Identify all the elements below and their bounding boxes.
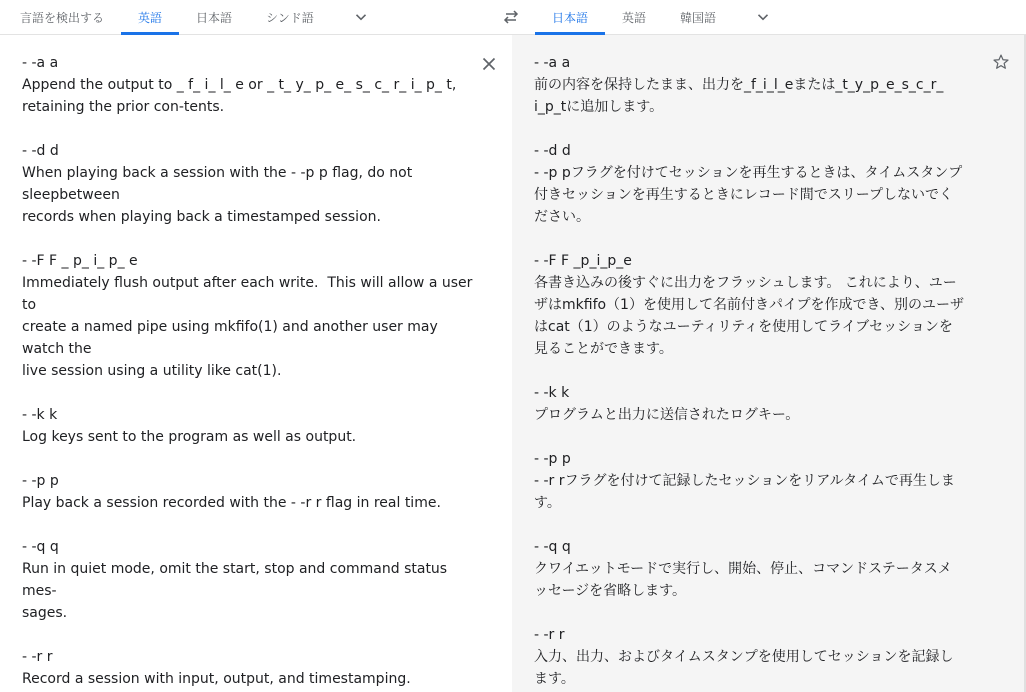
translated-text: - -a a 前の内容を保持したまま、出力を_f_i_l_eまたは_t_y_p_e_s_c_r_ i_p_tに追加します。 - -d d - -p pフラグを付けてセッションを再生するときは、タイムスタンプ 付きセッションを再生するときにレコード間でスリープしないでく ださい。 - -F F _p_i_p_e 各書き込みの後すぐに出力をフラッシュします。 これにより、ユー ザはmkfifo（1）を使用して名前付きパイプを作成でき、別のユーザ はcat（1）のようなユーティリティを使用してライブセッションを 見ることができます。 - -k k プログラムと出力に送信されたログキー。 - -p p - -r rフラグを付けて記録したセッションをリアルタイムで再生しま す。 - -q q クワイエットモードで実行し、開始、停止、コマンドステータスメ ッセージを省略します。 - -r r 入力、出力、およびタイムスタンプを使用してセッションを記録し ます。 bbox=[534, 55, 964, 687]
source-tab-detect[interactable]: 言語を検出する bbox=[20, 10, 105, 25]
swap-languages-button[interactable] bbox=[498, 6, 524, 28]
source-tab-sindhi[interactable]: シンド語 bbox=[266, 10, 314, 25]
language-bar bbox=[0, 0, 1026, 35]
source-tab-english[interactable]: 英語 bbox=[121, 0, 179, 34]
target-language-tabs bbox=[535, 0, 783, 34]
save-translation-button[interactable] bbox=[988, 49, 1014, 75]
target-more-languages-button[interactable] bbox=[743, 0, 783, 34]
source-tab-japanese[interactable]: 日本語 bbox=[196, 10, 233, 25]
translation-pane bbox=[512, 35, 1026, 692]
chevron-down-icon bbox=[354, 10, 368, 24]
star-outline-icon bbox=[992, 53, 1010, 71]
target-tab-korean[interactable]: 韓国語 bbox=[680, 10, 717, 25]
source-text-input[interactable]: - -a a Append the output to _ f_ i_ l_ e or _ t_ y_ p_ e_ s_ c_ r_ i_ p_ t, retaining the prior con-tents. - -d d When playing back a session with the - -p p flag, do not sleepbetween records when playing back a timestamped session. - -F F _ p_ i_ p_ e Immediately flush output after each write. This will allow a user to create a named pipe using mkfifo(1) and another user may watch the live session using a utility like cat(1). - -k k Log keys sent to the program as well as output. - -p p Play back a session recorded with the - -r r flag in real time. - -q q Run in quiet mode, omit the start, stop and command status mes- sages. - -r r Record a session with input, output, and timestamping. bbox=[22, 55, 473, 687]
target-tab-japanese[interactable]: 日本語 bbox=[535, 0, 605, 34]
source-more-languages-button[interactable] bbox=[341, 0, 381, 34]
clear-source-button[interactable] bbox=[476, 51, 502, 77]
swap-arrows-icon bbox=[502, 10, 520, 24]
chevron-down-icon bbox=[756, 10, 770, 24]
source-pane bbox=[0, 35, 512, 692]
target-tab-english[interactable]: 英語 bbox=[622, 10, 647, 25]
source-language-tabs bbox=[0, 0, 381, 34]
close-icon bbox=[482, 57, 496, 71]
